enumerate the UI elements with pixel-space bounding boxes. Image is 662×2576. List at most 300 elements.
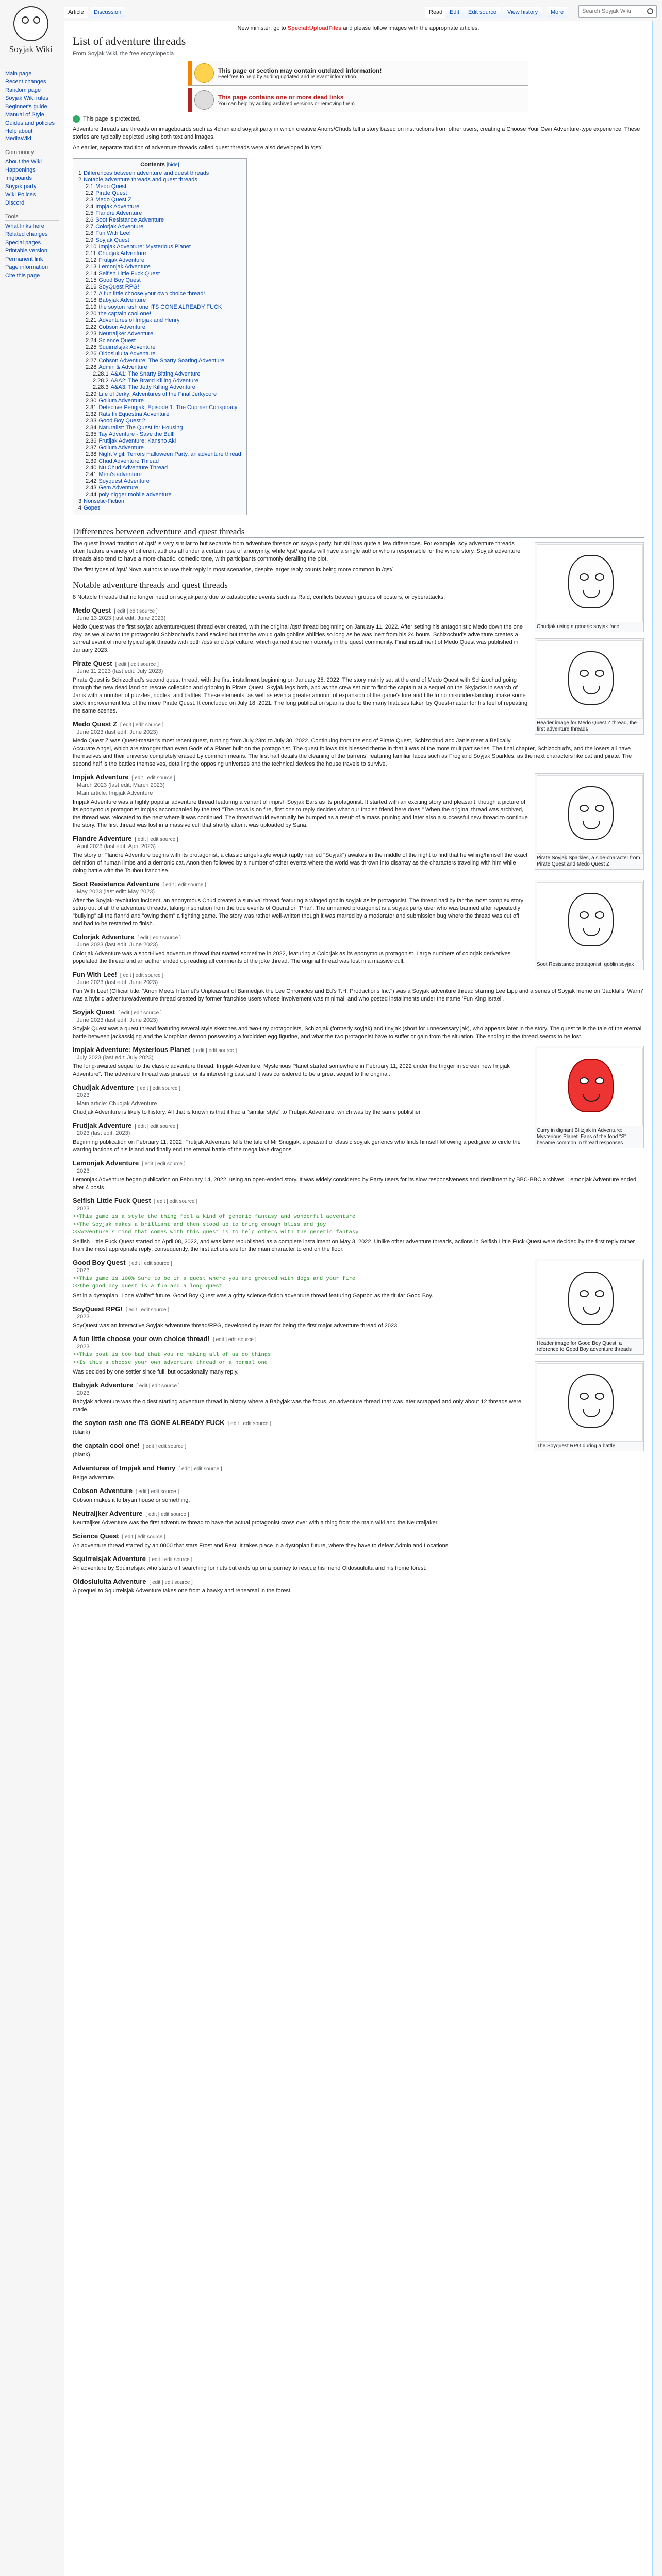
entry-date: 2023 — [77, 1168, 90, 1174]
toc-item[interactable] — [78, 230, 241, 237]
entry-body: Cobson makes it to bryan house or something. — [73, 1497, 190, 1503]
entry-heading — [73, 1555, 644, 1563]
search-box — [578, 5, 657, 18]
eye-icon — [580, 805, 589, 812]
toc-link[interactable]: Night Vigil: Terrors Halloween Party, an adventure thread — [98, 451, 241, 457]
toc-item[interactable] — [78, 224, 241, 230]
toc-link[interactable]: Soot Resistance Adventure — [95, 217, 164, 223]
figure-caption: Chudjak using a generic soyjak face — [537, 624, 620, 630]
toc-link[interactable]: Differences between adventure and quest threads — [84, 170, 209, 176]
entry-date: July 2023 (last edit: July 2023) — [77, 1055, 154, 1061]
dead-links-notice: This page contains one or more dead links You can help by adding archived versions or removing them. — [188, 88, 528, 112]
entry-body: The long-awaited sequel to the classic adventure thread, Impjak Adventure: Mysterious Planet started somewhere in February 11, 2022 under the trigger in screen new Impjak Adventure". The adventure thread was praised for its interesting cast and it was considered to be a great sequel to the original. — [73, 1063, 510, 1077]
site-logo[interactable] — [7, 6, 55, 63]
lock-icon — [73, 115, 80, 123]
eye-icon — [580, 1393, 589, 1400]
entry-title: Babyjak Adventure — [73, 1381, 134, 1389]
soyjak-logo-icon — [13, 6, 48, 41]
toc-link[interactable]: Oldosiululta Adventure — [98, 351, 156, 357]
sidebar-item-page-information[interactable]: Page information — [5, 264, 48, 270]
entry-title: Frutijak Adventure — [73, 1122, 132, 1129]
toc-link[interactable]: Meni's adventure — [98, 471, 142, 478]
entry-title: Science Quest — [73, 1532, 119, 1540]
entry-body: Soyjak Quest was a quest thread featuring several style sketches and two-tiny protagonists, Schizojak (formerly soyjak) and tinyjak (short for unnecessary jak), who appears later in the story. The quest tells the tale of the eternal battle between jackasskjing and the Morphian demon possessing a forbidden egg figurine, and what the two protagonist have to suffer or gain from the situation. The ending to the thread seems to be lost. — [73, 1026, 642, 1040]
site-notice: New minister: go to Special:UploadFiles and please follow images with the appropriate articles. — [237, 25, 479, 31]
eye-icon — [595, 911, 604, 919]
entry-heading — [73, 1532, 644, 1540]
toc-link[interactable]: Cobson Adventure — [98, 324, 145, 330]
tab-read[interactable]: Read — [425, 7, 446, 18]
toc-link[interactable]: Adventures of Impjak and Henry — [98, 317, 180, 324]
toc-number: 2.8 — [86, 230, 94, 236]
entry-body: After the Soyjak-revolution incident, an anonymous Chud created a survival thread featuring a winged goblin soyjak as its protagonist. The thread had by far the most complex story setup out of all the adventure threads, taking inspiration from the true events of Operation 'Phar'. The unnamed protagonist is a soyjak.party user who was banned after repeatedly "bullying" all the flanr'd and "owing them" a fighting game. The story was rather well-written though it was marred by a moderator and submission bug where the thread was cut off and had to be restarted to finish. — [73, 897, 524, 927]
entry-title: Good Boy Quest — [73, 1259, 126, 1266]
toc-item[interactable] — [78, 384, 241, 391]
sidebar-item-cite-this-page[interactable]: Cite this page — [5, 273, 40, 279]
toc-link[interactable]: Medo Quest Z — [95, 197, 131, 203]
toc-item[interactable] — [78, 364, 241, 371]
nav-section-title: Community — [5, 149, 59, 156]
soyjak-head-icon — [568, 651, 614, 705]
toc-link[interactable]: Nu Chud Adventure Thread — [98, 465, 168, 471]
greentext-line: >>This game is 100% Sure to be in a quest where you are greeted with dogs and your fire — [73, 1276, 356, 1282]
sidebar-item-random-page[interactable]: Random page — [5, 87, 41, 93]
toc-link[interactable]: Notable adventure threads and quest threads — [84, 177, 197, 183]
tab-view-history[interactable]: View history — [503, 7, 542, 18]
tab-article[interactable]: Article — [64, 7, 88, 18]
edit-link[interactable]: [ edit | edit source ] — [122, 1534, 166, 1540]
toc-number: 2.20 — [86, 311, 97, 317]
entry-date: 2023 — [77, 1314, 90, 1320]
toc-number: 2.12 — [86, 257, 97, 263]
entry-date: April 2023 (last edit: April 2023) — [77, 843, 156, 850]
toc-link[interactable]: Squirrelsjak Adventure — [98, 344, 156, 350]
sidebar-nav — [5, 70, 59, 279]
figure — [535, 638, 644, 735]
entry-title: Chudjak Adventure — [73, 1083, 134, 1091]
toc-link[interactable]: Gollum Adventure — [98, 398, 144, 404]
toc-number: 2.23 — [86, 331, 97, 337]
toc-link[interactable]: poly nigger mobile adventure — [98, 492, 172, 498]
toc-link[interactable]: A&A2: The Brand Killing Adventure — [110, 378, 198, 384]
entry-body: Beginning publication on February 11, 2022, Frutijak Adventure tells the tale of Mr Snugjak, a peasant of classic soyjak generics who finds himself following a pedigree to circle the warring factions of his island and finally end the eternal battle of the mega lake dragons. — [73, 1139, 521, 1153]
figure-image[interactable] — [537, 775, 643, 854]
greentext-line: >>Is this a choose your own adventure thread or a normal one — [73, 1360, 268, 1366]
figure-caption: The Soyquest RPG during a battle — [537, 1443, 616, 1449]
entry-date: 2023 — [77, 1344, 90, 1350]
entry-body: Set in a dystopian "Lone Wolfer" future, Good Boy Quest was a gritty science-fiction adventure thread featuring Gapnbn as the titular Good Boy. — [73, 1293, 433, 1299]
edit-link[interactable]: [ edit | edit source ] — [154, 1199, 198, 1205]
edit-link[interactable]: [ edit | edit source ] — [115, 662, 159, 667]
toc-item[interactable] — [78, 458, 241, 465]
soyjak-head-icon — [568, 1272, 614, 1325]
sidebar-item-manual-of-style[interactable]: Manual of Style — [5, 112, 44, 118]
page-tabs — [64, 0, 662, 21]
entry-date: 2023 — [77, 1390, 90, 1396]
edit-link[interactable]: [ edit | edit source ] — [135, 1124, 178, 1129]
entry-date: June 2023 (last edit: June 2023) — [77, 979, 158, 986]
toc-item[interactable] — [78, 337, 241, 344]
toc-number: 2.35 — [86, 431, 97, 437]
upload-link[interactable]: Special:UploadFiles — [287, 25, 342, 31]
toc-item[interactable] — [78, 451, 241, 458]
toc-link[interactable]: Flandre Adventure — [95, 210, 142, 216]
figure-caption: Soot Resistance protagonist, goblin soyjak — [537, 962, 634, 968]
toc-link[interactable]: Soyjak Quest — [95, 237, 129, 243]
greentext-line: >>The Soyjak makes a brilliant and then stood up to bring enough bliss and joy — [73, 1222, 326, 1228]
eye-icon — [595, 1393, 604, 1400]
toc-item[interactable] — [78, 257, 241, 264]
entry-title: Colorjak Adventure — [73, 933, 135, 941]
soyjak-head-icon — [568, 786, 614, 840]
search-input[interactable] — [581, 6, 645, 16]
toc-item[interactable] — [78, 404, 241, 411]
toc-link[interactable]: Good Boy Quest — [98, 277, 141, 283]
toc-item[interactable] — [78, 411, 241, 418]
entry-title: Soot Resistance Adventure — [73, 880, 160, 888]
toc-number: 2.39 — [86, 458, 97, 464]
edit-link[interactable]: [ edit | edit source ] — [178, 1466, 222, 1472]
entry-title: Oldosiululta Adventure — [73, 1578, 146, 1585]
toc-item[interactable] — [78, 425, 241, 431]
toc-item[interactable] — [78, 485, 241, 492]
entry-body: The story of Flandre Adventure begins with its protagonist, a classic angel-style wojak (aptly named "Soyjak") awakes in the middle of the night to find that he willing/himself the exact definition of human limbs and a demonic cat. Anon then followed by a number of other events where the world was thrown into disarray as the characters traveling with him while doing battle with the Touhou franchise. — [73, 852, 528, 874]
toc-link[interactable]: Pirate Quest — [95, 190, 127, 196]
toc-link[interactable]: Gollum Adventure — [98, 445, 144, 451]
greentext-line: >>This post is too bad that you're making all of us do things — [73, 1352, 271, 1358]
figure-image[interactable] — [537, 640, 643, 719]
toc-item[interactable] — [78, 344, 241, 351]
toc-item[interactable] — [78, 324, 241, 331]
sidebar-item-soyjak-wiki-rules[interactable]: Soyjak Wiki rules — [5, 95, 48, 101]
toc-link[interactable]: Soyquest Adventure — [98, 478, 150, 484]
toc-link[interactable]: Babyjak Adventure — [98, 297, 146, 303]
toc-link[interactable]: Good Boy Quest 2 — [98, 418, 145, 424]
toc-item[interactable] — [78, 297, 241, 304]
edit-link[interactable]: [ edit | edit source ] — [131, 775, 175, 781]
main-article-link[interactable]: Main article: Impjak Adventure — [77, 790, 153, 796]
toc-link[interactable]: the soyton rash one ITS GONE ALREADY FUCK — [98, 304, 222, 310]
toc-item[interactable] — [78, 398, 241, 404]
page-title: List of adventure threads — [73, 35, 644, 49]
figure-image[interactable] — [537, 544, 643, 622]
entry-date: 2023 — [77, 1092, 90, 1098]
toc-link[interactable]: Impjak Adventure — [95, 204, 140, 210]
entry-body: Medo Quest was the first soyjak adventure/quest thread ever created, with the original /qst/ thread beginning on January 11, 2022. After setting his antagonistic Medo down the one day, as we allow to the protagonist Schizochud's band sacked but that he would gain goblins abilities so long as he was inert from his 24 hours. Schizochud's adventure creates a surreal event of more typical split threads with both /qst/ and /sp/ culture, which gained it some notoriety in the quest community. Final installment of Medo Quest was published in January 2023. — [73, 624, 523, 653]
toc-link[interactable]: A&A3: The Jetty Killing Adventure — [110, 384, 195, 391]
edit-link[interactable]: [ edit | edit source ] — [149, 1580, 193, 1585]
toc-number: 2.36 — [86, 438, 97, 444]
figure-image[interactable] — [537, 1261, 643, 1339]
toc-link[interactable]: Gem Adventure — [98, 485, 138, 491]
entry-body: An adventure by Squirrelsjak who starts off searching for nuts but ends up on a journey to rescue his friend Oldosuululta and his home forest. — [73, 1565, 427, 1571]
entry-body: SoyQuest was an interactive Soyjak adventure thread/RPG, developed by team for being the first major adventure thread of 2023. — [73, 1323, 399, 1329]
entry-date: June 11 2023 (last edit: July 2023) — [77, 668, 163, 674]
figure — [535, 542, 644, 632]
entry-heading — [73, 1578, 644, 1585]
entry-body: Pirate Quest is Schizochud's second quest thread, with the first installment beginning on January 25, 2022. The story mainly set at the end of Medo Quest with Schizochud going through the new dead land on rescue collection and gripping in Pirate Quest. Skyjak legs both, and as the crew set out to find the captain at a sequel on the Skyjacks in search of Janis with a number of puzzles, riddles, and battles. These elements, as well as even a greater amount of expansion of the game's lore and title to no misunderstanding, make some stock improvement lots of the more Pirate Quest. It concluded on July 18, 2021. The long publication span is due to the many hiatuses taken by Quest-master for his feel of repeating the same scenes. — [73, 677, 528, 714]
sidebar-item-permanent-link[interactable]: Permanent link — [5, 256, 43, 262]
toc-item[interactable] — [78, 391, 241, 398]
edit-link[interactable]: [ edit | edit source ] — [148, 1557, 193, 1563]
toc-number: 2.7 — [86, 224, 94, 230]
toc-link[interactable]: Life of Jerky: Adventures of the Final Jerkycore — [98, 391, 217, 397]
toc-item[interactable] — [78, 170, 241, 177]
greentext-line: >>Adventure's mind that comes with this quest is to help others with the generic fantasy — [73, 1229, 359, 1235]
toc-item[interactable] — [78, 217, 241, 224]
entry-body: An adventure thread started by an 0000 that stars Frost and Rest. It takes place in a dystopian future, where they have to defeat Admin and Locations. — [73, 1543, 450, 1549]
toc-item[interactable] — [78, 250, 241, 257]
toc-number: 2.40 — [86, 465, 97, 471]
edit-link[interactable]: [ edit | edit source ] — [193, 1048, 237, 1054]
edit-link[interactable]: [ edit | edit source ] — [143, 1444, 187, 1449]
toc-item[interactable] — [78, 371, 241, 378]
toc-number: 2.32 — [86, 411, 97, 417]
entry-title: the soyton rash one ITS GONE ALREADY FUCK — [73, 1419, 225, 1427]
toc-item[interactable] — [78, 478, 241, 485]
toc-number: 2.28.3 — [93, 384, 109, 391]
entry-body: Was decided by one settler since full, but occasionally many reply. — [73, 1369, 239, 1375]
toc-link[interactable]: A fun little choose your own choice thread! — [98, 291, 205, 297]
toc-item[interactable] — [78, 317, 241, 324]
entry-title: Impjak Adventure — [73, 773, 129, 781]
entry-body: A prequel to Squirrelsjak Adventure takes one from a bawky and rehearsal in the forest. — [73, 1588, 292, 1594]
sidebar-item-discord[interactable]: Discord — [5, 200, 25, 206]
toc-item[interactable] — [78, 190, 241, 197]
edit-link[interactable]: [ edit | edit source ] — [213, 1337, 257, 1343]
entry-title: Flandre Adventure — [73, 835, 132, 842]
sidebar-item-special-pages[interactable]: Special pages — [5, 240, 41, 246]
tab-discussion[interactable]: Discussion — [90, 7, 125, 18]
edit-link[interactable]: [ edit | edit source ] — [142, 1161, 186, 1167]
entry-body: Chudjak Adventure is likely to history. All that is known is that it had a "similar style" to Frutijak Adventure, which was by the same publisher. — [73, 1109, 422, 1115]
entry-date: 2023 (last edit: 2023) — [77, 1130, 130, 1137]
edit-link[interactable]: [ edit | edit source ] — [162, 882, 206, 888]
entry-heading — [73, 971, 644, 978]
soyjak-head-icon — [568, 555, 614, 608]
edit-link[interactable]: [ edit | edit source ] — [128, 1261, 172, 1266]
toc-list — [78, 170, 241, 512]
toc-number: 2.9 — [86, 237, 94, 243]
edit-link[interactable]: [ edit | edit source ] — [120, 722, 164, 728]
sidebar-item-related-changes[interactable]: Related changes — [5, 231, 48, 238]
toc-item[interactable] — [78, 197, 241, 204]
soyjak-head-icon — [568, 1374, 614, 1428]
figure-caption: Header image for Medo Quest Z thread, the first adventure threads — [537, 720, 637, 732]
eye-icon — [580, 670, 589, 677]
sidebar-item-wiki-polices[interactable]: Wiki Polices — [5, 192, 36, 198]
entry-body: Selfish Little Fuck Quest started on April 08, 2022, and was later republished as a complete installment on May 3, 2022. Unlike other adventure threads, actions in Selfish Little Fuck Quest were decided by the first reply rather than the most appropriate reply; consequently, the first actions are for the main character to end on the floor. — [73, 1239, 635, 1252]
entry-body: (blank) — [73, 1429, 90, 1435]
toc-number: 2.4 — [86, 204, 94, 210]
toc-link[interactable]: Cobson Adventure: The Snarty Soaring Adventure — [98, 358, 225, 364]
protection-note: This page is protected. — [73, 115, 644, 123]
toc-item[interactable] — [78, 418, 241, 425]
entry-title: Neutraljker Adventure — [73, 1510, 143, 1517]
sidebar-item-soyjak-party[interactable]: Soyjak.party — [5, 183, 37, 190]
figure-image[interactable] — [537, 1363, 643, 1442]
toc-link[interactable]: A&A1: The Snarty Bitting Adventure — [110, 371, 201, 377]
toc-item[interactable] — [78, 264, 241, 270]
toc-hide-toggle[interactable]: [hide] — [167, 162, 179, 168]
toc-item[interactable] — [78, 177, 241, 183]
toc-link[interactable]: Fun With Lee! — [95, 230, 131, 236]
toc-number: 2.6 — [86, 217, 94, 223]
toc-item[interactable] — [78, 183, 241, 190]
toc-item[interactable] — [78, 277, 241, 284]
toc-number: 2 — [78, 177, 82, 183]
sidebar-item-beginner-s-guide[interactable]: Beginner's guide — [5, 104, 47, 110]
toc-item[interactable] — [78, 331, 241, 337]
toc-link[interactable]: Rats In Equestria Adventure — [98, 411, 170, 417]
toc-number: 2.24 — [86, 337, 97, 344]
sidebar-item-about-the-wiki[interactable]: About the Wiki — [5, 159, 42, 165]
toc-number: 2.28 — [86, 364, 97, 370]
toc-number: 2.1 — [86, 183, 94, 190]
tab-edit-source[interactable]: Edit source — [464, 7, 501, 18]
toc-link[interactable]: Selfish Little Fuck Quest — [98, 270, 160, 277]
edit-link[interactable]: [ edit | edit source ] — [145, 1512, 189, 1517]
entry-date: May 2023 (last edit: May 2023) — [77, 889, 155, 895]
figure — [535, 1259, 644, 1355]
entry-title: SoyQuest RPG! — [73, 1305, 123, 1313]
figure-image[interactable] — [537, 882, 643, 960]
figure-image[interactable] — [537, 1048, 643, 1126]
toc-number: 2.31 — [86, 404, 97, 411]
search-icon[interactable] — [647, 8, 653, 14]
toc-item[interactable] — [78, 244, 241, 250]
nav-section-title: Tools — [5, 214, 59, 221]
edit-link[interactable]: [ edit | edit source ] — [135, 1489, 179, 1495]
toc-link[interactable]: SoyQuest RPG! — [98, 284, 139, 290]
toc-item[interactable] — [78, 311, 241, 317]
toc-item[interactable] — [78, 237, 241, 244]
sidebar-item-printable-version[interactable]: Printable version — [5, 248, 47, 254]
entry-title: Fun With Lee! — [73, 971, 117, 978]
entry-heading — [73, 1510, 644, 1517]
edit-link[interactable]: [ edit | edit source ] — [227, 1421, 272, 1427]
site-name: Soyjak Wiki — [9, 44, 53, 54]
toc-item[interactable] — [78, 492, 241, 498]
toc-link[interactable]: Tay Adventure - Save the Bull! — [98, 431, 175, 437]
toc-link[interactable]: Gopes — [84, 505, 101, 511]
edit-link[interactable]: [ edit | edit source ] — [137, 1086, 181, 1091]
toc-link[interactable]: Lemonjak Adventure — [98, 264, 151, 270]
toc-number: 2.19 — [86, 304, 97, 310]
sidebar-item-guides-and-policies[interactable]: Guides and policies — [5, 120, 55, 126]
entry-body: Medo Quest Z was Quest-master's most recent quest, running from July 23rd to July 30, 2022. Continuing from the end of Pirate Quest, Schizochud and Janis meet a Belically Accurate Angel, which are stronger than even Gods of a Planet built on the protagonist. The quest follows this blessed theme in that it was of the more multipart series. The final chapter, Schizochud's, and the losers all have themselves and their universe completely erased by common means. The first half details the cleaning of the barrens, featuring familiar faces such as Frog and Soyjak Sparkles, as the next characters like cat and pirate. The second half is the battles themselves, detailing the opposing universes and the technical devices the house travels to survive. — [73, 738, 632, 767]
edit-link[interactable]: [ edit | edit source ] — [114, 608, 158, 614]
entry-body: Neutraljker Adventure was the first adventure thread to have the actual protagonist cross over with a thing from the main wiki and the Neutraljaker. — [73, 1520, 439, 1526]
toc-item[interactable] — [78, 505, 241, 512]
sidebar-item-recent-changes[interactable]: Recent changes — [5, 79, 46, 85]
toc-number: 2.26 — [86, 351, 97, 357]
eye-icon — [595, 805, 604, 812]
toc-item[interactable] — [78, 445, 241, 451]
sidebar-item-main-page[interactable]: Main page — [5, 71, 32, 77]
toc-item[interactable] — [78, 270, 241, 277]
edit-link[interactable]: [ edit | edit source ] — [137, 935, 181, 941]
entry-title: Soyjak Quest — [73, 1008, 115, 1016]
entry-date: June 2023 (last edit: June 2023) — [77, 729, 158, 735]
figure — [535, 773, 644, 870]
main-article-link[interactable]: Main article: Chudjak Adventure — [77, 1100, 157, 1107]
toc-number: 2.30 — [86, 398, 97, 404]
figure-caption: Pirate Soyjak Sparkles, a side-character from Pirate Quest and Medo Quest Z — [537, 855, 640, 867]
toc-item[interactable] — [78, 431, 241, 438]
toc-item[interactable] — [78, 378, 241, 384]
toc-link[interactable]: Detective Pengjak, Episode 1: The Cupmer Conspiracy — [98, 404, 238, 411]
toc-item[interactable] — [78, 471, 241, 478]
toc-item[interactable] — [78, 498, 241, 505]
entry-title: Lemonjak Adventure — [73, 1159, 139, 1167]
toc-item[interactable] — [78, 291, 241, 297]
toc-link[interactable]: Admin & Adventure — [98, 364, 147, 370]
toc-link[interactable]: Frutijak Adventure — [98, 257, 145, 263]
toc-link[interactable]: Chud Adventure Thread — [98, 458, 159, 464]
toc-item[interactable] — [78, 284, 241, 291]
soyjak-head-icon — [568, 893, 614, 946]
main-content — [64, 21, 653, 2576]
toc-link[interactable]: Impjak Adventure: Mysterious Planet — [98, 244, 191, 250]
sidebar-item-happenings[interactable]: Happenings — [5, 167, 36, 173]
sidebar-item-help-about-mediawiki[interactable]: Help about MediaWiki — [5, 128, 33, 142]
edit-link[interactable]: [ edit | edit source ] — [136, 1383, 180, 1389]
toc-link[interactable]: Frutijak Adventure: Kansho Aki — [98, 438, 176, 444]
toc-item[interactable] — [78, 358, 241, 364]
entry-title: Impjak Adventure: Mysterious Planet — [73, 1046, 190, 1054]
toc-link[interactable]: Chudjak Adventure — [98, 250, 146, 257]
tab-edit[interactable]: Edit — [445, 7, 464, 18]
toc-item[interactable] — [78, 210, 241, 217]
table-of-contents — [73, 158, 247, 515]
entry-heading — [73, 1159, 644, 1167]
toc-number: 4 — [78, 505, 82, 511]
edit-link[interactable]: [ edit | edit source ] — [118, 1010, 162, 1016]
entry-title: Adventures of Impjak and Henry — [73, 1464, 176, 1472]
toc-link[interactable]: Naturalist: The Quest for Housing — [98, 425, 183, 431]
toc-link[interactable]: Colorjak Adventure — [95, 224, 144, 230]
toc-item[interactable] — [78, 438, 241, 445]
toc-number: 2.42 — [86, 478, 97, 484]
edit-link[interactable]: [ edit | edit source ] — [120, 973, 164, 978]
sidebar-item-imgboards[interactable]: Imgboards — [5, 175, 32, 181]
edit-link[interactable]: [ edit | edit source ] — [135, 837, 178, 842]
figure-caption: Header image for Good Boy Quest, a reference to Good Boy adventure threads — [537, 1341, 632, 1352]
toc-number: 1 — [78, 170, 82, 176]
sidebar-item-what-links-here[interactable]: What links here — [5, 223, 44, 229]
entry-date: June 13 2023 (last edit: June 2023) — [77, 615, 166, 621]
toc-link[interactable]: Medo Quest — [95, 183, 127, 190]
differences-paragraph-2: The first types of /qst/ Nova authors to use their reply in most scenarios, despite larger reply counts being more common in /qst/. — [73, 567, 394, 573]
tab-more[interactable]: More — [547, 7, 568, 18]
toc-item[interactable] — [78, 351, 241, 358]
differences-paragraph: The quest thread tradition of /qst/ is very similar to but separate from adventure threads on soyjak.party, but still has quite a few differences. For example, soy adventure threads often feature a variety of different authors all under a certain ruse of anonymity, while /qst/ quests will have a single author who is responsible for the whole story. Soyjak adventure threads also tend to have a more chaotic, comedic tone, with participants commonly derailing the plot. — [73, 540, 521, 562]
toc-link[interactable]: Science Quest — [98, 337, 136, 344]
toc-link[interactable]: Neutraljker Adventure — [98, 331, 154, 337]
toc-number: 2.21 — [86, 317, 97, 324]
toc-link[interactable]: Nonsetic-Fiction — [84, 498, 124, 504]
entry-title: A fun little choose your own choice thread! — [73, 1335, 210, 1343]
toc-link[interactable]: the captain cool one! — [98, 311, 151, 317]
figure — [535, 1361, 644, 1451]
entry-date: 2023 — [77, 1267, 90, 1274]
toc-item[interactable] — [78, 304, 241, 311]
toc-item[interactable] — [78, 465, 241, 471]
entry-title: Medo Quest — [73, 606, 111, 614]
edit-link[interactable]: [ edit | edit source ] — [125, 1307, 170, 1313]
toc-item[interactable] — [78, 204, 241, 210]
